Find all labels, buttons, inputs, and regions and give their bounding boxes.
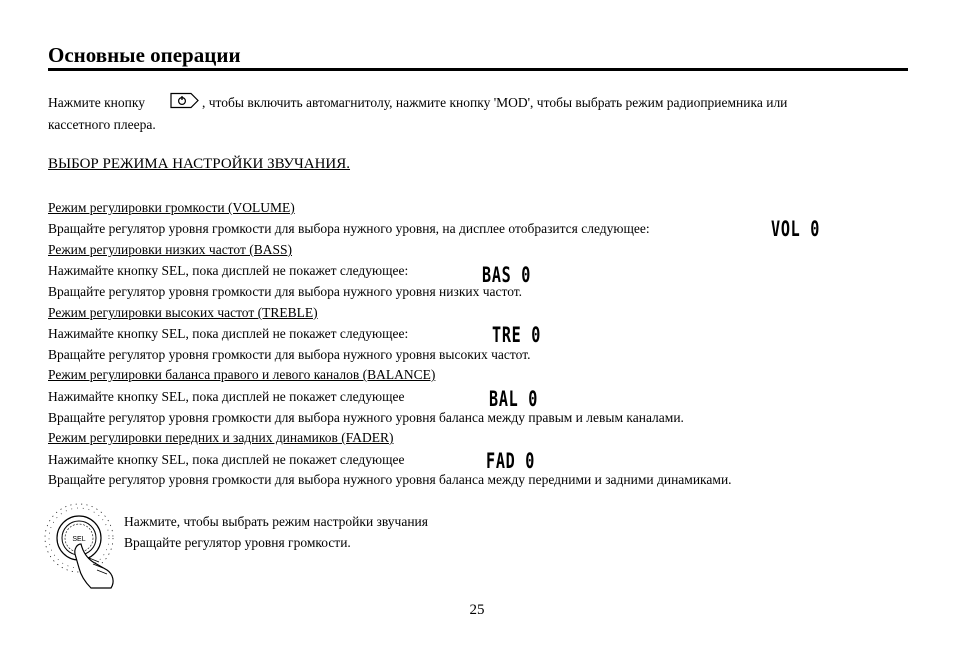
balance-display-readout: BAL 0 (489, 387, 539, 411)
fader-line1: Нажимайте кнопку SEL, пока дисплей не покажет следующее (48, 452, 405, 467)
power-button-icon (169, 92, 200, 109)
fader-line2: Вращайте регулятор уровня громкости для выбора нужного уровня баланса между передними и задними динамиками. (48, 472, 732, 487)
treble-display-readout: TRE 0 (492, 323, 542, 347)
bass-line2: Вращайте регулятор уровня громкости для выбора нужного уровня низких частот. (48, 284, 523, 299)
intro-before-button: Нажмите кнопку (48, 95, 145, 110)
treble-line1: Нажимайте кнопку SEL, пока дисплей не покажет следующее: (48, 326, 409, 341)
volume-display-readout: VOL 0 (771, 217, 821, 241)
bass-heading: Режим регулировки низких частот (BASS) (48, 242, 293, 257)
treble-line2: Вращайте регулятор уровня громкости для выбора нужного уровня высоких частот. (48, 347, 531, 362)
fader-heading: Режим регулировки передних и задних динамиков (FADER) (48, 430, 394, 445)
page-title: Основные операции (48, 43, 241, 67)
volume-line1: Вращайте регулятор уровня громкости для выбора нужного уровня, на дисплее отобразится следующее: (48, 221, 650, 236)
balance-line2: Вращайте регулятор уровня громкости для выбора нужного уровня баланса между правым и левым каналами. (48, 410, 684, 425)
section-heading: ВЫБОР РЕЖИМА НАСТРОЙКИ ЗВУЧАНИЯ. (48, 156, 351, 172)
intro-line2: кассетного плеера. (48, 117, 156, 132)
fader-display-readout: FAD 0 (486, 449, 536, 473)
knob-sel-label: SEL (72, 536, 86, 543)
page-number: 25 (469, 602, 485, 618)
treble-heading: Режим регулировки высоких частот (TREBLE) (48, 305, 318, 320)
balance-line1: Нажимайте кнопку SEL, пока дисплей не покажет следующее (48, 389, 405, 404)
knob-caption-line1: Нажмите, чтобы выбрать режим настройки звучания (124, 514, 428, 529)
balance-heading: Режим регулировки баланса правого и левого каналов (BALANCE) (48, 367, 436, 382)
intro-after-button: , чтобы включить автомагнитолу, нажмите кнопку 'MOD', чтобы выбрать режим радиоприемника или (202, 95, 788, 110)
knob-caption-line2: Вращайте регулятор уровня громкости. (124, 535, 351, 550)
title-rule (48, 68, 908, 71)
volume-heading: Режим регулировки громкости (VOLUME) (48, 200, 295, 215)
volume-knob-illustration (41, 496, 121, 592)
bass-line1: Нажимайте кнопку SEL, пока дисплей не покажет следующее: (48, 263, 409, 278)
bass-display-readout: BAS 0 (482, 263, 532, 287)
